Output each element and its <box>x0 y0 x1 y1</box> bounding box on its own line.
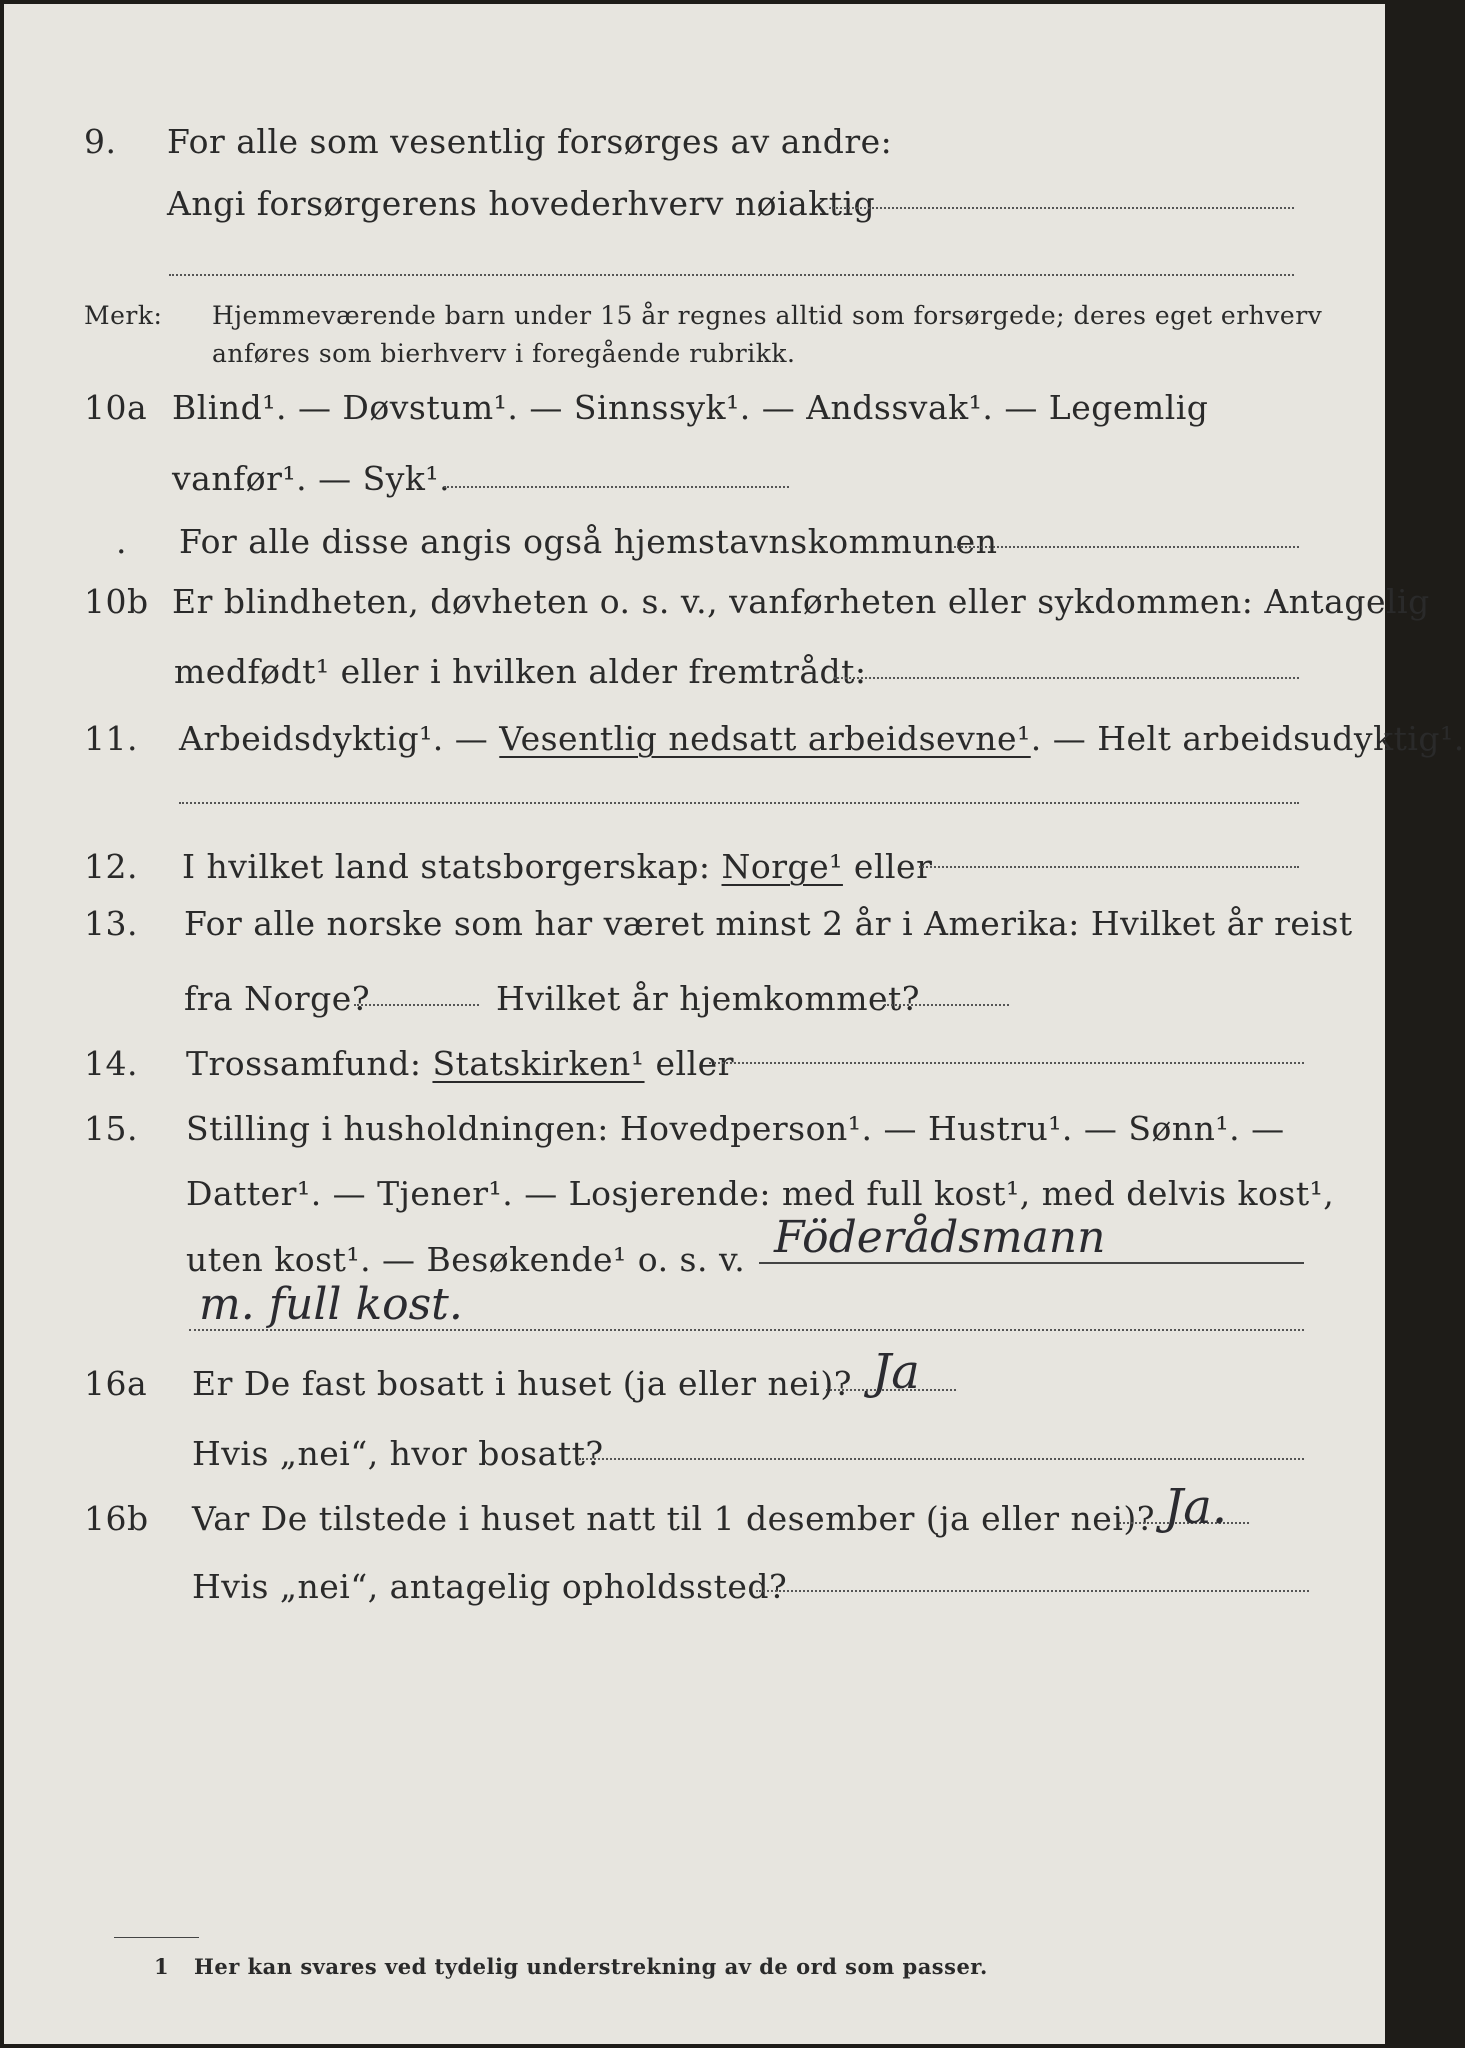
question-text: uten kost¹. — Besøkende¹ o. s. v. <box>186 1240 746 1279</box>
question-number: 9. <box>84 122 117 161</box>
question-text: For alle som vesentlig forsørges av andre: <box>167 122 893 161</box>
question-text: Stilling i husholdningen: Hovedperson¹. — Hustru¹. — Sønn¹. — <box>186 1109 1285 1148</box>
underlined-answer: Norge¹ <box>721 847 843 886</box>
question-number: 14. <box>84 1044 138 1083</box>
option-text: eller <box>644 1044 734 1083</box>
handwritten-answer: Ja <box>872 1344 920 1400</box>
answer-line <box>919 866 1299 868</box>
underlined-answer: Vesentlig nedsatt arbeidsevne¹ <box>499 719 1031 758</box>
answer-line <box>756 1590 1309 1592</box>
question-label: I hvilket land statsborgerskap: <box>182 847 722 886</box>
question-number: 16b <box>84 1499 149 1538</box>
answer-line <box>834 677 1299 679</box>
question-text: For alle disse angis også hjemstavnskommunen <box>179 522 998 561</box>
question-number: 16a <box>84 1364 148 1403</box>
answer-line <box>444 486 789 488</box>
question-text: Var De tilstede i huset natt til 1 desember (ja eller nei)? <box>192 1499 1155 1538</box>
answer-line <box>954 546 1299 548</box>
option-text: eller <box>842 847 933 886</box>
handwritten-answer: m. full kost. <box>199 1279 463 1330</box>
question-text: medfødt¹ eller i hvilken alder fremtrådt: <box>174 652 867 691</box>
question-number: 12. <box>84 847 138 886</box>
answer-line <box>829 207 1294 209</box>
question-text <box>182 847 932 886</box>
question-text: Er De fast bosatt i huset (ja eller nei)? <box>192 1364 852 1403</box>
answer-line <box>169 274 1294 276</box>
question-text: Hvilket år hjemkommet? <box>496 979 920 1018</box>
note-label: Merk: <box>84 301 163 330</box>
answer-line <box>709 1062 1304 1064</box>
note-text-line2: anføres som bierhverv i foregående rubrikk. <box>212 339 796 368</box>
answer-line <box>189 1329 1304 1331</box>
question-text: Datter¹. — Tjener¹. — Losjerende: med full kost¹, med delvis kost¹, <box>186 1174 1335 1213</box>
question-text <box>179 719 1465 758</box>
question-text: vanfør¹. — Syk¹. <box>172 459 451 498</box>
census-form-page <box>4 4 1465 2044</box>
option-text: Arbeidsdyktig¹. — <box>179 719 500 758</box>
question-label: Trossamfund: <box>186 1044 433 1083</box>
handwritten-answer: Ja. <box>1164 1479 1228 1535</box>
underlined-answer: Statskirken¹ <box>432 1044 645 1083</box>
answer-line <box>179 802 1299 804</box>
question-number: 10a <box>84 388 148 427</box>
question-text: Er blindheten, døvheten o. s. v., vanførheten eller sykdommen: Antagelig <box>172 582 1430 621</box>
question-text: Angi forsørgerens hovederhverv nøiaktig <box>167 184 876 223</box>
answer-line <box>884 1004 1009 1006</box>
footnote-mark: 1 <box>154 1954 170 1979</box>
footnote-text: Her kan svares ved tydelig understrekning av de ord som passer. <box>194 1954 988 1979</box>
question-text: For alle norske som har været minst 2 år i Amerika: Hvilket år reist <box>184 904 1353 943</box>
question-text <box>186 1044 734 1083</box>
question-number: 11. <box>84 719 138 758</box>
question-text: Blind¹. — Døvstum¹. — Sinnssyk¹. — Andssvak¹. — Legemlig <box>172 388 1209 427</box>
margin-mark: . <box>116 522 127 561</box>
question-text: Hvis „nei“, antagelig opholdssted? <box>192 1567 788 1606</box>
option-text: . — Helt arbeidsudyktig¹. <box>1030 719 1465 758</box>
question-number: 15. <box>84 1109 138 1148</box>
handwritten-answer: Föderådsmann <box>774 1212 1106 1263</box>
question-number: 13. <box>84 904 138 943</box>
question-text: Hvis „nei“, hvor bosatt? <box>192 1434 604 1473</box>
note-text-line1: Hjemmeværende barn under 15 år regnes alltid som forsørgede; deres eget erhverv <box>212 301 1323 330</box>
answer-line <box>354 1004 479 1006</box>
footnote-rule <box>114 1937 199 1938</box>
question-number: 10b <box>84 582 149 621</box>
question-text: fra Norge? <box>184 979 371 1018</box>
answer-line <box>579 1458 1304 1460</box>
